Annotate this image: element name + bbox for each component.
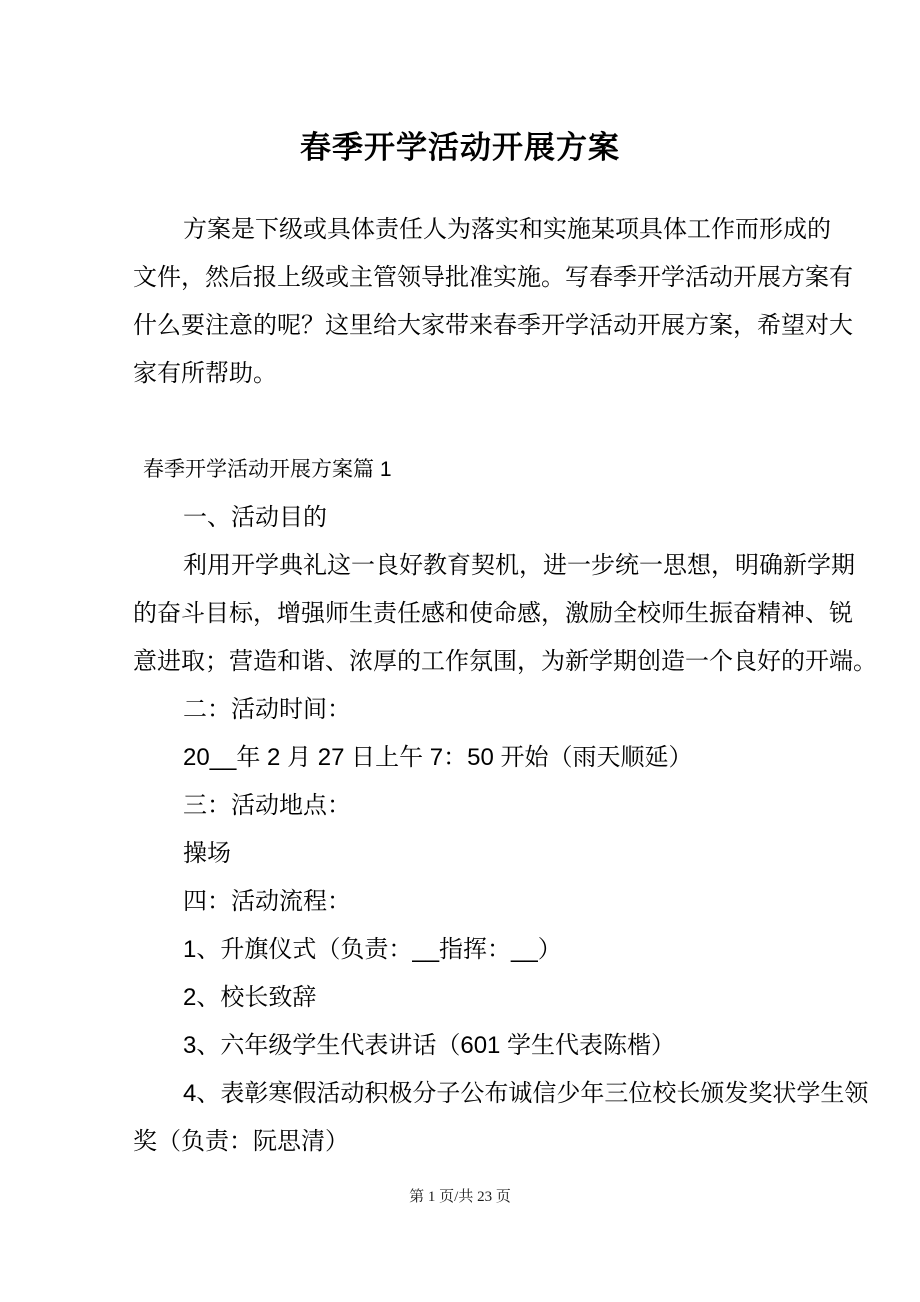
text-line: 方案是下级或具体责任人为落实和实施某项具体工作而形成的 [183, 216, 831, 243]
text-line: 的奋斗目标，增强师生责任感和使命感，激励全校师生振奋精神、锐 [133, 600, 853, 627]
text-line: 利用开学典礼这一良好教育契机，进一步统一思想，明确新学期 [183, 552, 855, 579]
document-title: 春季开学活动开展方案 [300, 130, 620, 165]
document-body [133, 206, 877, 1166]
text-line: 4、表彰寒假活动积极分子公布诚信少年三位校长颁发奖状学生领 [183, 1080, 869, 1107]
page-footer [0, 1186, 920, 1208]
text-line: 2、校长致辞 [183, 984, 317, 1011]
text-line: 二：活动时间： [183, 696, 351, 723]
text-line: 一、活动目的 [183, 504, 327, 531]
text-line: 意进取；营造和谐、浓厚的工作氛围，为新学期创造一个良好的开端。 [133, 648, 877, 675]
text-line [133, 398, 873, 446]
text-line: 三：活动地点： [183, 792, 351, 819]
page-number-text: 第 1 页/共 23 页 [409, 1189, 511, 1205]
text-line: 操场 [183, 840, 231, 867]
text-line: 20__年 2 月 27 日上午 7：50 开始（雨天顺延） [183, 744, 693, 771]
text-line: 家有所帮助。 [133, 360, 277, 387]
text-line: 3、六年级学生代表讲话（601 学生代表陈楷） [183, 1032, 676, 1059]
text-line: 什么要注意的呢？这里给大家带来春季开学活动开展方案，希望对大 [133, 312, 853, 339]
text-line: 春季开学活动开展方案篇 1 [143, 458, 392, 481]
text-line: 四：活动流程： [183, 888, 351, 915]
text-line: 1、升旗仪式（负责：__指挥：__） [183, 936, 562, 963]
text-line: 文件，然后报上级或主管领导批准实施。写春季开学活动开展方案有 [133, 264, 853, 291]
text-line: 奖（负责：阮思清） [133, 1128, 349, 1155]
